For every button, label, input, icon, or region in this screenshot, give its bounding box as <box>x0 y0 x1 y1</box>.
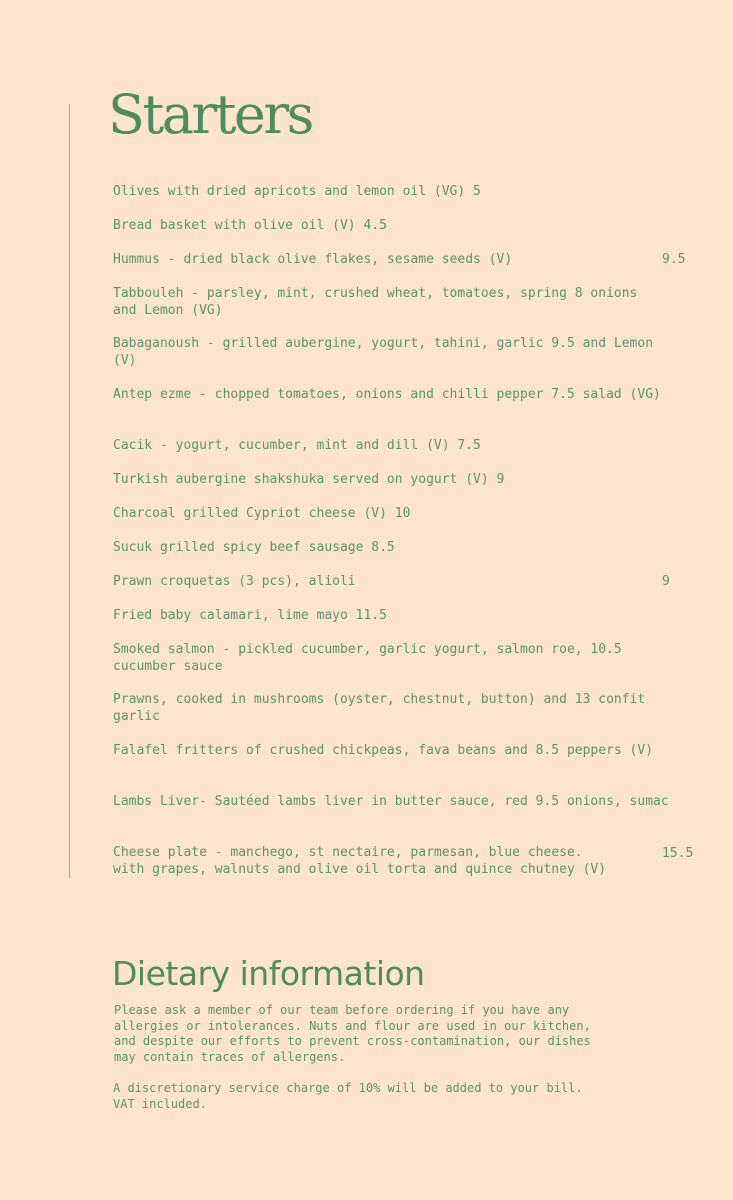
dietary-text: Please ask a member of our team before ordering if you have any allergies or intolerances. Nuts and flour are used in our kitchen, and despite our efforts to prevent cross-contamination, our dishes may contain traces of allergens. <box>114 1003 591 1064</box>
menu-item-calamari: Fried baby calamari, lime mayo 11.5 <box>113 608 387 623</box>
service-charge-text: A discretionary service charge of 10% will be added to your bill. VAT included. <box>113 1081 583 1111</box>
menu-item-lambs-liver: Lambs Liver- Sautéed lambs liver in butter sauce, red 9.5 onions, sumac <box>113 794 669 809</box>
menu-item-smoked-salmon: Smoked salmon - pickled cucumber, garlic yogurt, salmon roe, 10.5 cucumber sauce <box>113 642 622 674</box>
menu-item-prawns-mushrooms: Prawns, cooked in mushrooms (oyster, chestnut, button) and 13 confit garlic <box>113 692 646 724</box>
menu-item-cypriot-cheese: Charcoal grilled Cypriot cheese (V) 10 <box>113 506 411 521</box>
menu-item-hummus: Hummus - dried black olive flakes, sesame seeds (V) <box>113 252 513 267</box>
menu-item-tabbouleh: Tabbouleh - parsley, mint, crushed wheat, tomatoes, spring 8 onions and Lemon (VG) <box>113 286 638 318</box>
vertical-rule <box>69 104 70 878</box>
menu-item-prawn-croquetas-price: 9 <box>662 574 670 589</box>
menu-item-olives: Olives with dried apricots and lemon oil (VG) 5 <box>113 184 481 199</box>
dietary-title: Dietary information <box>112 954 425 993</box>
menu-item-cheese-plate-price: 15.5 <box>662 846 694 861</box>
menu-item-sucuk: Sucuk grilled spicy beef sausage 8.5 <box>113 540 395 555</box>
menu-item-hummus-price: 9.5 <box>662 252 686 267</box>
menu-item-shakshuka: Turkish aubergine shakshuka served on yogurt (V) 9 <box>113 472 505 487</box>
menu-item-antep-ezme: Antep ezme - chopped tomatoes, onions and chilli pepper 7.5 salad (VG) <box>113 387 661 402</box>
section-title: Starters <box>108 83 312 146</box>
menu-item-cacik: Cacik - yogurt, cucumber, mint and dill (V) 7.5 <box>113 438 481 453</box>
menu-item-prawn-croquetas: Prawn croquetas (3 pcs), alioli <box>113 574 356 589</box>
menu-item-cheese-plate: Cheese plate - manchego, st nectaire, parmesan, blue cheese. with grapes, walnuts and olive oil torta and quince chutney (V) <box>113 845 607 877</box>
menu-item-babaganoush: Babaganoush - grilled aubergine, yogurt, tahini, garlic 9.5 and Lemon (V) <box>113 336 654 368</box>
menu-item-bread-basket: Bread basket with olive oil (V) 4.5 <box>113 218 387 233</box>
menu-item-falafel: Falafel fritters of crushed chickpeas, fava beans and 8.5 peppers (V) <box>113 743 654 758</box>
